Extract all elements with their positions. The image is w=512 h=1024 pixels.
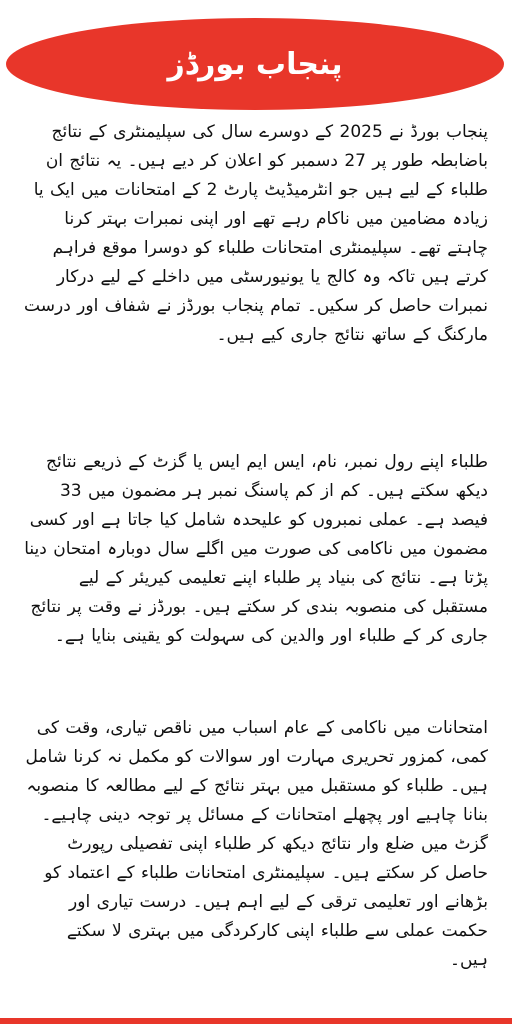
page-title: پنجاب بورڈز [167,46,343,82]
header-banner [6,18,504,110]
article-paragraph-1: پنجاب بورڈ نے 2025 کے دوسرے سال کی سپلیمنٹری کے نتائج باضابطہ طور پر 27 دسمبر کو اعلان کر دیے ہیں۔ یہ نتائج ان طلباء کے لیے ہیں جو انٹرمیڈیٹ پارٹ 2 کے امتحانات میں ایک یا زیادہ مضامین میں ناکام رہے تھے اور اپنی نمبرات بہتر کرنا چاہتے تھے۔ سپلیمنٹری امتحانات طلباء کو دوسرا موقع فراہم کرتے ہیں تاکہ وہ کالج یا یونیورسٹی میں داخلے کے لیے درکار نمبرات حاصل کر سکیں۔ تمام پنجاب بورڈز نے شفاف اور درست مارکنگ کے ساتھ نتائج جاری کیے ہیں۔ [24,122,488,345]
article-paragraph-2: طلباء اپنے رول نمبر، نام، ایس ایم ایس یا گزٹ کے ذریعے نتائج دیکھ سکتے ہیں۔ کم از کم پاسنگ نمبر ہر مضمون میں 33 فیصد ہے۔ عملی نمبروں کو علیحدہ شامل کیا جاتا ہے اور کسی مضمون میں ناکامی کی صورت میں اگلے سال دوبارہ امتحان دینا پڑتا ہے۔ نتائج کی بنیاد پر طلباء اپنے تعلیمی کیریئر کے لیے مستقبل کی منصوبہ بندی کر سکتے ہیں۔ بورڈز نے وقت پر نتائج جاری کر کے طلباء اور والدین کی سہولت کو یقینی بنایا ہے۔ [24,452,488,646]
article-paragraph-3: امتحانات میں ناکامی کے عام اسباب میں ناقص تیاری، وقت کی کمی، کمزور تحریری مہارت اور سوالات کو مکمل نہ کرنا شامل ہیں۔ طلباء کو مستقبل میں بہتر نتائج کے لیے مطالعہ کا منصوبہ بنانا چاہیے اور پچھلے امتحانات کے مسائل پر توجہ دینی چاہیے۔ گزٹ میں ضلع وار نتائج دیکھ کر طلباء اپنی تفصیلی رپورٹ حاصل کر سکتے ہیں۔ سپلیمنٹری امتحانات طلباء کے اعتماد کو بڑھانے اور تعلیمی ترقی کے لیے اہم ہیں۔ درست تیاری اور حکمت عملی سے طلباء اپنی کارکردگی میں بہتری لا سکتے ہیں۔ [25,718,488,970]
footer-divider [0,1018,512,1024]
